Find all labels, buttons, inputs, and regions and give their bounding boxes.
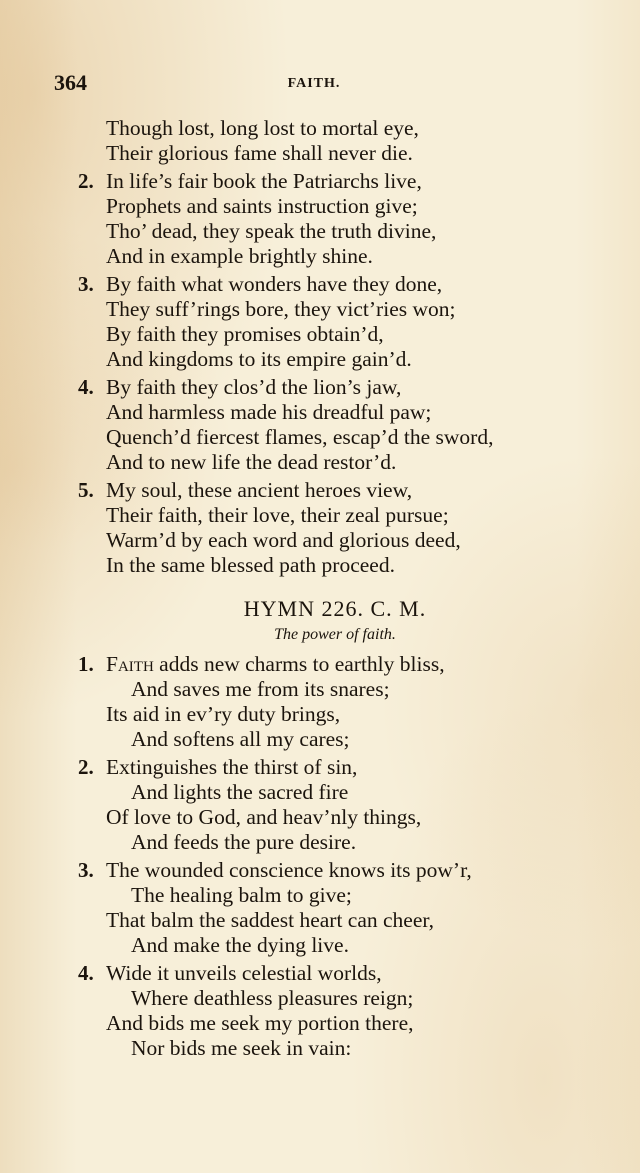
verse-line: By faith they promises obtain’d, [106,322,384,346]
verse-line: And lights the sacred fire [131,780,349,804]
verse-line: By faith they clos’d the lion’s jaw, [106,375,402,399]
hymn-subtitle: The power of faith. [274,626,396,643]
drop-word: Faith [106,652,154,676]
verse-line: Prophets and saints instruction give; [106,194,418,218]
verse-line: And to new life the dead restor’d. [106,450,397,474]
verse-line-rest: adds new charms to earthly bliss, [153,652,445,676]
verse-line: Quench’d fiercest flames, escap’d the sword, [106,425,494,449]
verse-line: And softens all my cares; [131,727,350,751]
verse-line: And in example brightly shine. [106,244,373,268]
verse-line [106,652,445,676]
verse-line: By faith what wonders have they done, [106,272,443,296]
verse-line: Nor bids me seek in vain: [131,1036,352,1060]
verse-line: That balm the saddest heart can cheer, [106,908,435,932]
verse-line: Their faith, their love, their zeal pursue; [106,503,449,527]
verse-number: 5. [78,478,94,502]
verse-line: And make the dying live. [131,933,349,957]
verse-number: 1. [78,652,94,676]
verse-line: In the same blessed path proceed. [106,553,395,577]
verse-line: Of love to God, and heav’nly things, [106,805,422,829]
verse-number: 4. [78,961,94,985]
verse-line: And saves me from its snares; [131,677,390,701]
verse-number: 2. [78,755,94,779]
verse-number: 4. [78,375,94,399]
verse-line: The healing balm to give; [131,883,352,907]
verse-number: 3. [78,858,94,882]
verse-line: The wounded conscience knows its pow’r, [106,858,472,882]
verse-line: And kingdoms to its empire gain’d. [106,347,412,371]
running-head [54,70,574,100]
verse-line: Their glorious fame shall never die. [106,141,413,165]
verse-line: And feeds the pure desire. [131,830,357,854]
verse-line: My soul, these ancient heroes view, [106,478,413,502]
verse-line: And harmless made his dreadful paw; [106,400,432,424]
section-title: FAITH. [287,76,341,91]
page-number: 364 [54,70,87,95]
verse-line: They suff’rings bore, they vict’ries won; [106,297,456,321]
verse-number: 3. [78,272,94,296]
verse-line: In life’s fair book the Patriarchs live, [106,169,422,193]
hymn-heading: HYMN 226. C. M. [243,596,427,621]
verse-line: Though lost, long lost to mortal eye, [106,116,419,140]
verse-line: Its aid in ev’ry duty brings, [106,702,341,726]
verse-line: Tho’ dead, they speak the truth divine, [106,219,437,243]
verse-line: And bids me seek my portion there, [106,1011,414,1035]
verse-number: 2. [78,169,94,193]
verse-line: Where deathless pleasures reign; [131,986,414,1010]
verse-line: Wide it unveils celestial worlds, [106,961,382,985]
verse-line: Extinguishes the thirst of sin, [106,755,358,779]
verse-line: Warm’d by each word and glorious deed, [106,528,461,552]
